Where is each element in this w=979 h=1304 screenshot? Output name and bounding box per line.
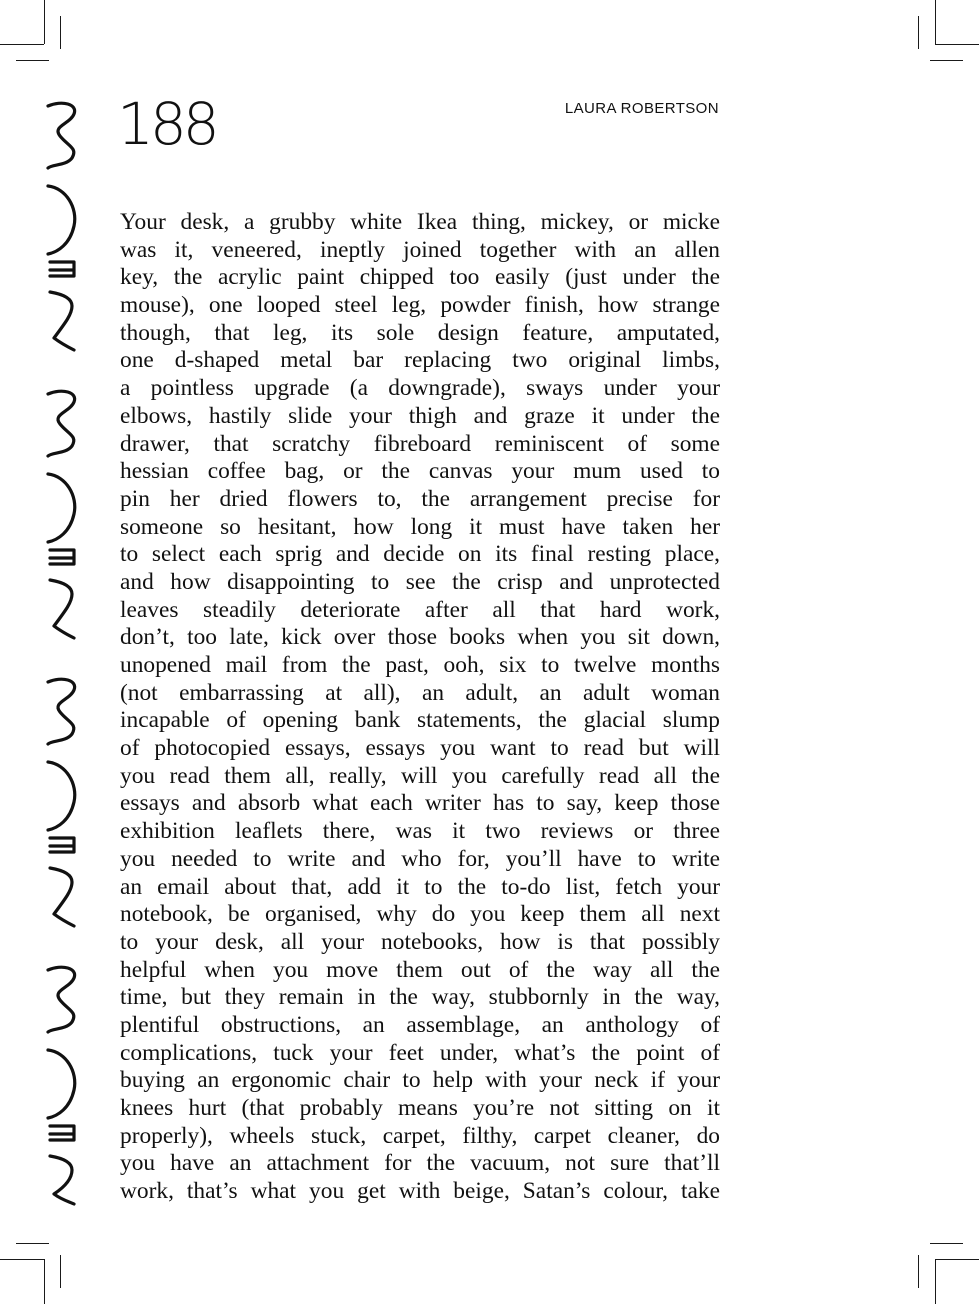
crop-mark-top-left-h2	[16, 60, 49, 61]
body-line: leaves steadily deteriorate after all that hard work,	[120, 596, 720, 623]
body-line: though, that leg, its sole design feature, amputated,	[120, 319, 720, 346]
crop-mark-bottom-right-v2	[918, 1255, 919, 1288]
body-line: elbows, hastily slide your thigh and graze it under the	[120, 402, 720, 429]
glyph-group-2	[48, 391, 75, 638]
body-line: Your desk, a grubby white Ikea thing, mickey, or micke	[120, 209, 720, 235]
body-line: work, that’s what you get with beige, Satan’s colour, take	[120, 1178, 720, 1205]
body-line: you have an attachment for the vacuum, not sure that’ll	[120, 1150, 720, 1177]
crop-mark-bottom-left-v2	[60, 1255, 61, 1288]
crop-mark-top-left-v2	[60, 16, 61, 49]
body-line: don’t, too late, kick over those books when you sit down,	[120, 624, 720, 651]
crop-mark-top-right-v2	[918, 16, 919, 49]
body-line: drawer, that scratchy fibreboard reminiscent of some	[120, 430, 720, 457]
body-line: incapable of opening bank statements, the glacial slump	[120, 707, 720, 734]
body-line: essays and absorb what each writer has to say, keep those	[120, 790, 720, 817]
glyph-group-4	[48, 967, 75, 1204]
crop-mark-top-right-v	[935, 0, 936, 44]
crop-mark-top-right-h2	[930, 60, 963, 61]
crop-mark-bottom-left-h2	[16, 1243, 49, 1244]
body-line: someone so hesitant, how long it must have taken her	[120, 513, 720, 540]
body-line: you needed to write and who for, you’ll have to write	[120, 845, 720, 872]
crop-mark-bottom-left-v	[44, 1259, 45, 1304]
crop-mark-bottom-left-h	[0, 1259, 44, 1260]
body-line: unopened mail from the past, ooh, six to twelve months	[120, 652, 720, 678]
body-line: buying an ergonomic chair to help with your neck if your	[120, 1067, 720, 1094]
crop-mark-top-right-h	[935, 44, 979, 45]
body-line: knees hurt (that probably means you’re not sitting on it	[120, 1095, 720, 1121]
body-line: you read them all, really, will you carefully read all the	[120, 762, 720, 789]
body-paragraph	[120, 209, 720, 1206]
body-line: an email about that, add it to the to-do list, fetch your	[120, 873, 720, 900]
body-line: of photocopied essays, essays you want to read but will	[120, 735, 720, 762]
body-line: properly), wheels stuck, carpet, filthy, carpet cleaner, do	[120, 1122, 720, 1149]
body-line: a pointless upgrade (a downgrade), sways under your	[120, 375, 720, 402]
crop-mark-top-left-v	[44, 0, 45, 44]
body-line: pin her dried flowers to, the arrangement precise for	[120, 485, 720, 512]
wavy-glyph-column-icon	[22, 92, 92, 1212]
body-line: time, but they remain in the way, stubbornly in the way,	[120, 984, 720, 1011]
body-line: plentiful obstructions, an assemblage, an anthology of	[120, 1011, 720, 1038]
body-line: to select each sprig and decide on its final resting place,	[120, 541, 720, 568]
crop-mark-bottom-right-h	[935, 1259, 979, 1260]
body-line: was it, veneered, ineptly joined together with an allen	[120, 236, 720, 263]
body-line: one d-shaped metal bar replacing two original limbs,	[120, 347, 720, 374]
body-line: (not embarrassing at all), an adult, an adult woman	[120, 679, 720, 706]
glyph-group-1	[48, 103, 75, 350]
crop-mark-bottom-right-h2	[930, 1243, 963, 1244]
glyph-group-3	[48, 679, 75, 926]
body-line: helpful when you move them out of the way all the	[120, 956, 720, 983]
body-line: exhibition leaflets there, was it two reviews or three	[120, 818, 720, 845]
body-line: complications, tuck your feet under, what’s the point of	[120, 1039, 720, 1066]
body-line: notebook, be organised, why do you keep them all next	[120, 901, 720, 928]
body-line: to your desk, all your notebooks, how is that possibly	[120, 928, 720, 955]
crop-mark-bottom-right-v	[935, 1259, 936, 1304]
running-head-author: LAURA ROBERTSON	[564, 100, 719, 117]
crop-mark-top-left-h	[0, 44, 44, 45]
body-line: mouse), one looped steel leg, powder finish, how strange	[120, 292, 720, 319]
page-number: 188	[117, 90, 216, 158]
body-line: hessian coffee bag, or the canvas your mum used to	[120, 458, 720, 485]
body-line: key, the acrylic paint chipped too easily (just under the	[120, 264, 720, 291]
body-line: and how disappointing to see the crisp and unprotected	[120, 568, 720, 595]
